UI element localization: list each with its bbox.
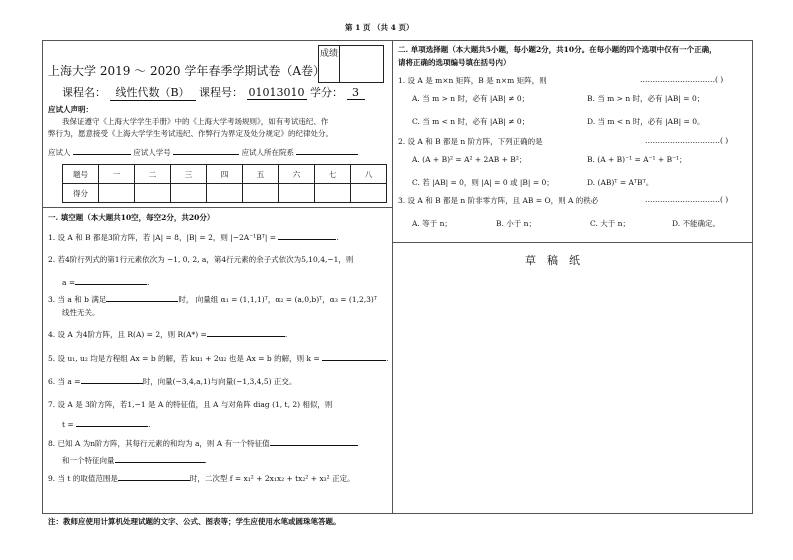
question-text: 8. 已知 A 为n阶方阵，其每行元素的和均为 a，则 A 有一个特征值	[48, 439, 270, 448]
question-text: 时，向量(−3,4,a,1)与向量(−1,3,4,5) 正交。	[142, 377, 297, 386]
score-cell	[243, 184, 279, 203]
score-col: 三	[171, 165, 207, 184]
question-2-answer: a = .	[62, 278, 150, 287]
question-5: 5. 设 u₁, u₂ 均是方程组 Ax = b 的解，若 ku₁ + 2u₂ 也是 Ax = b 的解，则 k = .	[48, 354, 389, 363]
exam-title: 上海大学 2019 ～ 2020 学年春季学期试卷（A卷）	[48, 64, 326, 78]
option-a: A. 当 m > n 时，必有 |AB| ≠ 0；	[412, 94, 530, 103]
question-text: 3. 当 a 和 b 满足	[48, 295, 107, 304]
score-col: 一	[99, 165, 135, 184]
question-text: 时，二次型 f = x₁² + 2x₁x₂ + tx₂² + x₃² 正定。	[189, 474, 355, 483]
question-6	[48, 375, 296, 387]
credit: 3	[347, 86, 365, 100]
answer-blank[interactable]	[322, 352, 386, 361]
score-col: 七	[315, 165, 351, 184]
score-cell	[207, 184, 243, 203]
question-text: 5. 设 u₁, u₂ 均是方程组 Ax = b 的解，若 ku₁ + 2u₂ 也是 Ax = b 的解，则 k =	[48, 354, 320, 363]
question-text: t =	[62, 420, 74, 429]
score-col: 五	[243, 165, 279, 184]
answer-blank[interactable]	[278, 231, 336, 240]
answer-blank[interactable]	[207, 328, 285, 337]
draft-title: 草 稿 纸	[525, 254, 580, 267]
option-a: A. 等于 n；	[412, 219, 452, 228]
question-text: 4. 设 A 为4阶方阵，且 R(A) = 2，则 R(A*) =	[48, 330, 207, 339]
question-1: 1. 设 A 和 B 都是3阶方阵，若 |A| = 8，|B| = 2，则 |−2A⁻¹Bᵀ| = .	[48, 233, 339, 242]
question-9	[48, 472, 355, 484]
score-col: 八	[351, 165, 387, 184]
answer-blank[interactable]	[75, 276, 147, 285]
choice-question-1: 1. 设 A 是 m×n 矩阵，B 是 n×m 矩阵，则	[398, 76, 547, 85]
option-d: D. 不能确定。	[672, 219, 721, 228]
declaration-title: 应试人声明：	[48, 105, 93, 114]
course-no: 01013010	[248, 86, 305, 99]
grade-label: 成绩	[319, 46, 340, 82]
divider	[42, 207, 393, 208]
option-b: B. 小于 n；	[496, 219, 536, 228]
signature-row	[48, 146, 358, 158]
dept-field[interactable]	[296, 146, 358, 155]
question-text: 时， 向量组 α₁ = (1,1,1)ᵀ，α₂ = (a,0,b)ᵀ，α₃ = (1,2,3)ᵀ	[178, 295, 377, 304]
answer-bracket[interactable]: …………………………( )	[640, 75, 724, 84]
student-id-field[interactable]	[173, 146, 239, 155]
answer-bracket[interactable]: …………………………( )	[645, 136, 729, 145]
question-4: 4. 设 A 为4阶方阵，且 R(A) = 2，则 R(A*) = .	[48, 330, 288, 339]
option-c: C. 当 m < n 时，必有 |AB| ≠ 0；	[412, 117, 530, 126]
option-a: A. (A + B)² = A² + 2AB + B²；	[412, 155, 527, 164]
answer-blank[interactable]	[118, 472, 190, 481]
declaration-text: 弊行为，愿意接受《上海大学学生考试违纪、作弊行为界定及处分规定》的纪律处分。	[48, 129, 333, 138]
question-8	[48, 437, 358, 449]
answer-blank[interactable]	[81, 375, 143, 384]
page-header: 第 1 页 （共 4 页）	[345, 23, 414, 32]
section1-title: 一. 填空题（本大题共10空，每空2分，共20分）	[48, 213, 215, 222]
choice-question-2: 2. 设 A 和 B 都是 n 阶方阵，下列正确的是	[398, 137, 543, 146]
answer-bracket[interactable]: …………………………( )	[645, 195, 729, 204]
student-id-label: 应试人学号	[133, 148, 171, 157]
course-no-label: 课程号：	[199, 86, 243, 99]
declaration-text: 我保证遵守《上海大学学生手册》中的《上海大学考场规则》，如有考试违纪、作	[62, 117, 329, 126]
score-table	[62, 164, 387, 203]
right-panel	[392, 40, 753, 514]
option-d: D. 当 m < n 时，必有 |AB| = 0。	[587, 117, 705, 126]
answer-blank[interactable]	[270, 437, 358, 446]
grade-box	[318, 45, 384, 83]
question-7: 7. 设 A 是 3阶方阵，若1,−1 是 A 的特征值，且 A 与对角阵 diag (1, t, 2) 相似，则	[48, 400, 333, 409]
question-text: 和一个特征向量	[62, 456, 115, 465]
dept-label: 应试人所在院系	[241, 148, 295, 157]
score-col: 六	[279, 165, 315, 184]
score-cell	[315, 184, 351, 203]
question-2: 2. 若4阶行列式的第1行元素依次为 −1, 0, 2, a，第4行元素的余子式依次为5,10,4,−1，则	[48, 255, 354, 264]
examinee-label: 应试人	[48, 148, 71, 157]
question-text: 9. 当 t 的取值范围是	[48, 474, 118, 483]
course-name: 线性代数（B）	[110, 84, 196, 101]
credit-label: 学分：	[310, 86, 343, 99]
score-col: 四	[207, 165, 243, 184]
score-cell	[279, 184, 315, 203]
score-cell	[99, 184, 135, 203]
section2-title: 请将正确的选项编号填在括号内）	[398, 58, 511, 67]
section2-title: 二. 单项选择题（本大题共5小题，每小题2分，共10分。在每小题的四个选项中仅有一个正确，	[398, 45, 717, 54]
question-3	[48, 293, 377, 305]
question-text: 1. 设 A 和 B 都是3阶方阵，若 |A| = 8，|B| = 2，则 |−2A⁻¹Bᵀ| =	[48, 233, 277, 242]
answer-blank[interactable]	[106, 293, 178, 302]
course-name-label: 课程名：	[62, 86, 106, 99]
score-col: 二	[135, 165, 171, 184]
question-8-cont: 和一个特征向量 .	[62, 456, 207, 465]
score-cell	[171, 184, 207, 203]
score-cell	[135, 184, 171, 203]
score-table-header: 题号	[63, 165, 99, 184]
score-cell	[351, 184, 387, 203]
choice-question-3: 3. 设 A 和 B 都是 n 阶非零方阵，且 AB = O，则 A 的秩必	[398, 196, 599, 205]
examinee-field[interactable]	[73, 146, 131, 155]
question-3-cont: 线性无关。	[62, 308, 100, 317]
course-info	[62, 84, 365, 101]
option-b: B. (A + B)⁻¹ = A⁻¹ + B⁻¹；	[587, 155, 687, 164]
divider	[392, 242, 753, 243]
question-7-answer: t = .	[62, 420, 151, 429]
option-c: C. 大于 n；	[590, 219, 630, 228]
score-table-header: 得分	[63, 184, 99, 203]
option-b: B. 当 m > n 时，必有 |AB| = 0；	[587, 94, 705, 103]
answer-blank[interactable]	[115, 454, 205, 463]
option-d: D. (AB)ᵀ = AᵀBᵀ。	[587, 178, 654, 187]
question-text: a =	[62, 278, 76, 287]
question-text: 6. 当 a =	[48, 377, 81, 386]
option-c: C. 若 |AB| = 0，则 |A| = 0 或 |B| = 0；	[412, 178, 554, 187]
answer-blank[interactable]	[76, 418, 148, 427]
footer-note: 注：教师应使用计算机处理试题的文字、公式、图表等；学生应使用水笔或圆珠笔答题。	[48, 517, 341, 526]
